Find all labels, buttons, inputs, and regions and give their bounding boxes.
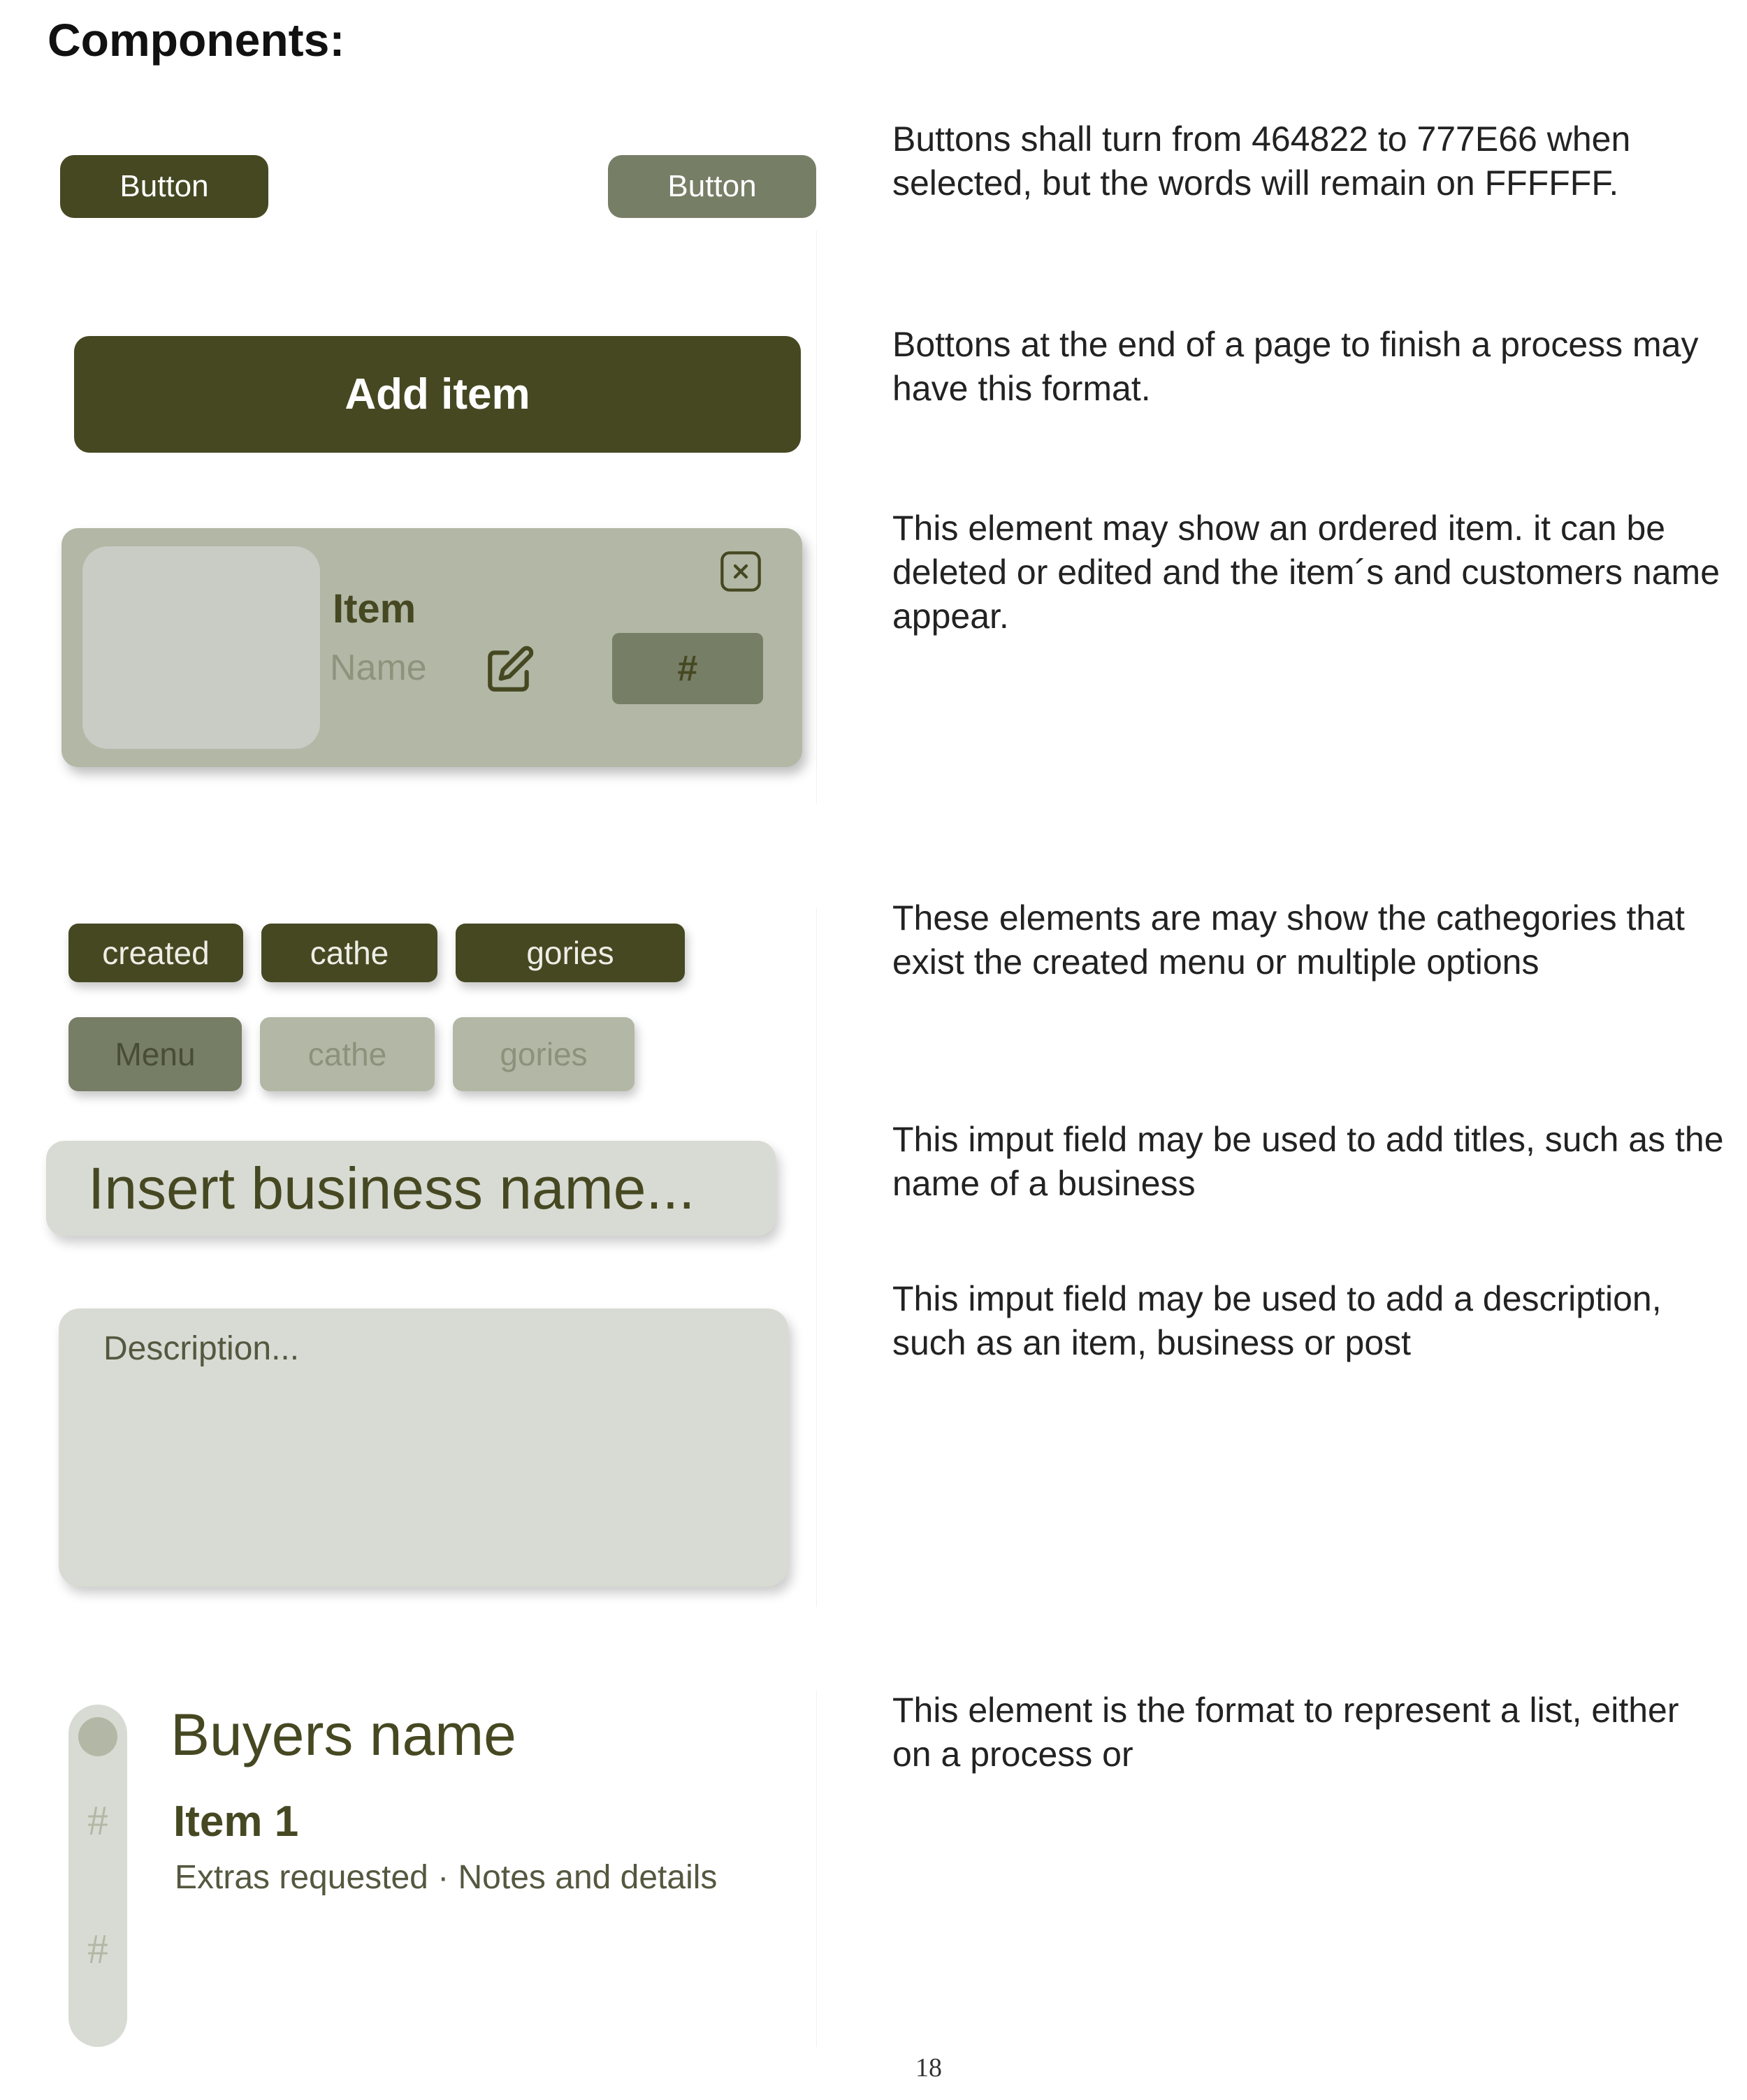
button-default[interactable]: Button xyxy=(60,155,268,218)
order-item-card xyxy=(61,528,802,767)
divider-line xyxy=(816,231,817,803)
rail-hash-mark: # xyxy=(87,1798,108,1844)
business-name-input[interactable]: Insert business name... xyxy=(46,1141,776,1236)
list-item-details: Extras requested · Notes and details xyxy=(175,1859,718,1896)
description-desc-input: This imput field may be used to add a description, such as an item, business or post xyxy=(892,1279,1662,1362)
description-buttons: Buttons shall turn from 464822 to 777E66 when selected, but the words will remain on FFFFFF. xyxy=(892,119,1631,203)
description-item-card: This element may show an ordered item. it can be deleted or edited and the item´s and customers name appear. xyxy=(892,509,1720,636)
divider-line xyxy=(816,1691,817,2047)
description-list: This element is the format to represent a list, either on a process or xyxy=(892,1691,1679,1774)
buyer-name: Buyers name xyxy=(171,1702,516,1767)
add-item-button[interactable]: Add item xyxy=(74,336,801,453)
description-title-input: This imput field may be used to add titles, such as the name of a business xyxy=(892,1120,1724,1203)
category-chip[interactable]: created xyxy=(68,924,243,982)
rail-dot xyxy=(78,1717,117,1756)
close-icon[interactable] xyxy=(718,549,763,594)
page-heading: Components: xyxy=(48,14,345,66)
divider-line xyxy=(816,908,817,1607)
item-quantity-button[interactable]: # xyxy=(612,633,763,704)
description-add-item: Bottons at the end of a page to finish a process may have this format. xyxy=(892,325,1699,408)
category-chip-selected[interactable]: Menu xyxy=(68,1017,242,1091)
list-item-title: Item 1 xyxy=(173,1798,299,1846)
category-chip[interactable]: gories xyxy=(456,924,685,982)
page-number: 18 xyxy=(915,2053,942,2083)
button-selected[interactable]: Button xyxy=(608,155,816,218)
description-placeholder: Description... xyxy=(103,1330,300,1367)
description-textarea[interactable] xyxy=(59,1308,788,1587)
item-title: Item xyxy=(333,586,416,632)
list-rail xyxy=(68,1705,127,2047)
item-customer-name: Name xyxy=(330,648,427,688)
category-chip[interactable]: gories xyxy=(453,1017,635,1091)
edit-icon[interactable] xyxy=(484,644,535,696)
rail-hash-mark: # xyxy=(87,1926,108,1972)
description-chips: These elements are may show the cathegories that exist the created menu or multiple options xyxy=(892,898,1685,982)
item-thumbnail xyxy=(82,546,320,749)
category-chip[interactable]: cathe xyxy=(261,924,437,982)
category-chip[interactable]: cathe xyxy=(260,1017,435,1091)
